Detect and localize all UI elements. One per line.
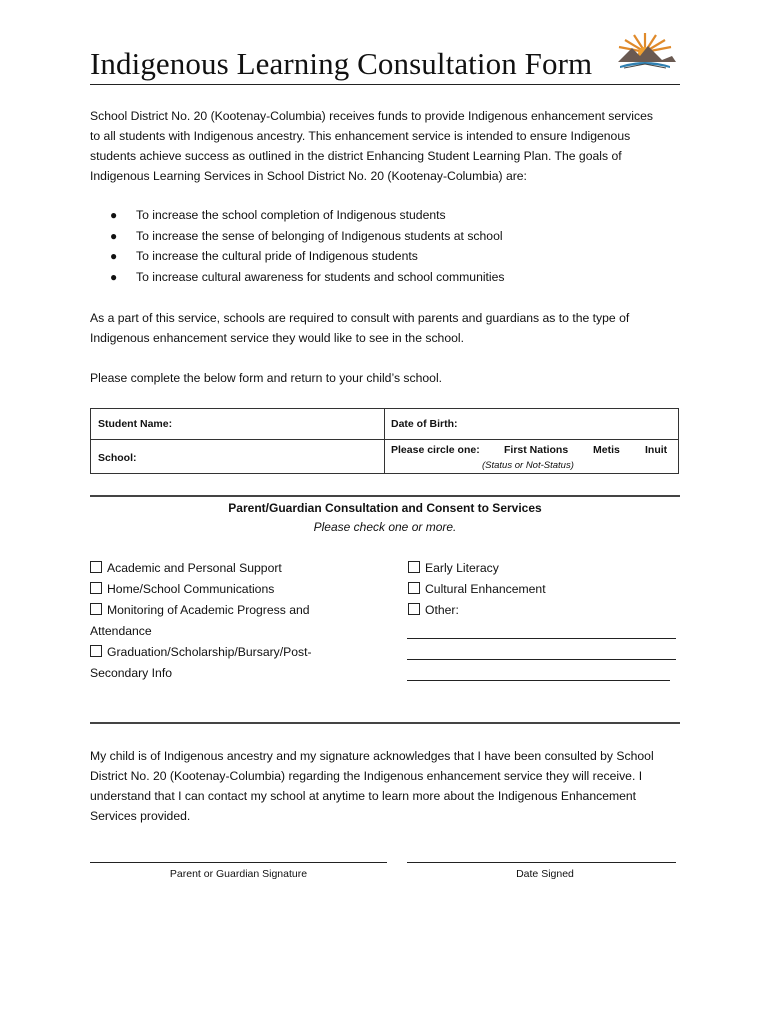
signature-field[interactable] <box>90 862 387 863</box>
school-field[interactable]: School: <box>98 452 137 464</box>
option-metis[interactable]: Metis <box>593 444 620 456</box>
intro-line: to all students with Indigenous ancestry. This enhancement service is intended to ensure Indigenous <box>90 129 631 143</box>
checkbox-graduation[interactable] <box>90 642 312 663</box>
list-item <box>110 205 505 226</box>
checkbox-monitoring[interactable] <box>90 600 310 621</box>
consult-line: As a part of this service, schools are required to consult with parents and guardians as to the type of <box>90 311 630 325</box>
intro-line: School District No. 20 (Kootenay-Columbia) receives funds to provide Indigenous enhancement services <box>90 109 653 123</box>
list-item <box>110 246 505 267</box>
option-label: Monitoring of Academic Progress and <box>107 603 310 617</box>
student-name-field[interactable]: Student Name: <box>98 418 173 430</box>
date-of-birth-field[interactable]: Date of Birth: <box>391 418 458 430</box>
option-first-nations[interactable]: First Nations <box>504 444 569 456</box>
other-text-field[interactable] <box>407 638 676 639</box>
list-item <box>110 267 505 288</box>
intro-paragraph <box>90 106 690 186</box>
option-label: Graduation/Scholarship/Bursary/Post- <box>107 645 312 659</box>
acknowledgement-line: My child is of Indigenous ancestry and my signature acknowledges that I have been consulted by School <box>90 749 654 763</box>
instruction-text: Please complete the below form and return to your child’s school. <box>90 371 443 385</box>
goal-text: To increase the cultural pride of Indigenous students <box>136 249 418 263</box>
bullet-icon: ● <box>110 208 118 222</box>
checkbox-icon[interactable] <box>90 582 102 594</box>
option-label: Other: <box>425 603 459 617</box>
checkbox-academic-support[interactable] <box>90 558 282 579</box>
goals-list <box>110 205 505 287</box>
date-signed-label: Date Signed <box>516 868 574 880</box>
goal-text: To increase the sense of belonging of Indigenous students at school <box>136 228 503 243</box>
title-underline <box>90 84 680 85</box>
acknowledgement-line: District No. 20 (Kootenay-Columbia) regarding the Indigenous enhancement service they will receive. I <box>90 769 643 783</box>
checkbox-early-literacy[interactable] <box>408 558 499 579</box>
intro-line: students achieve success as outlined in the district Enhancing Student Learning Plan. The goals of <box>90 149 622 163</box>
section-divider <box>90 722 680 724</box>
option-continuation: Secondary Info <box>90 666 172 680</box>
checkbox-other[interactable] <box>408 600 459 621</box>
consent-subtitle: Please check one or more. <box>313 520 457 534</box>
checkbox-icon[interactable] <box>408 582 420 594</box>
other-text-field[interactable] <box>407 659 676 660</box>
school-district-logo-icon <box>610 30 680 82</box>
checkbox-home-school[interactable] <box>90 579 274 600</box>
bullet-icon: ● <box>110 269 118 284</box>
checkbox-icon[interactable] <box>408 603 420 615</box>
student-info-table <box>90 408 679 474</box>
date-signed-field[interactable] <box>407 862 676 863</box>
list-item <box>110 226 505 247</box>
option-continuation: Attendance <box>90 624 152 638</box>
intro-line: Indigenous Learning Services in School District No. 20 (Kootenay-Columbia) are: <box>90 169 527 183</box>
status-note: (Status or Not-Status) <box>482 460 574 471</box>
goal-text: To increase the school completion of Indigenous students <box>136 208 446 222</box>
acknowledgement-line: understand that I can contact my school at anytime to learn more about the Indigenous Enhancement <box>90 789 637 803</box>
checkbox-icon[interactable] <box>90 645 102 657</box>
option-label: Academic and Personal Support <box>107 561 282 575</box>
signature-label: Parent or Guardian Signature <box>169 868 308 880</box>
checkbox-cultural-enhancement[interactable] <box>408 579 546 600</box>
option-label: Home/School Communications <box>107 582 275 596</box>
section-divider <box>90 495 680 497</box>
table-divider <box>384 409 385 473</box>
checkbox-icon[interactable] <box>408 561 420 573</box>
consult-line: Indigenous enhancement service they would like to see in the school. <box>90 331 464 345</box>
bullet-icon: ● <box>110 228 118 243</box>
page-title: Indigenous Learning Consultation Form <box>90 46 593 81</box>
table-divider <box>91 439 678 440</box>
option-label: Early Literacy <box>425 561 499 575</box>
consent-title: Parent/Guardian Consultation and Consent to Services <box>228 501 542 515</box>
consult-paragraph <box>90 308 690 348</box>
option-inuit[interactable]: Inuit <box>645 444 668 456</box>
checkbox-icon[interactable] <box>90 603 102 615</box>
other-text-field[interactable] <box>407 680 670 681</box>
option-label: Cultural Enhancement <box>425 582 546 596</box>
bullet-icon: ● <box>110 249 118 263</box>
acknowledgement-line: Services provided. <box>90 809 191 823</box>
circle-one-label: Please circle one: <box>391 444 480 456</box>
goal-text: To increase cultural awareness for students and school communities <box>136 269 505 284</box>
acknowledgement-paragraph <box>90 746 690 826</box>
checkbox-icon[interactable] <box>90 561 102 573</box>
